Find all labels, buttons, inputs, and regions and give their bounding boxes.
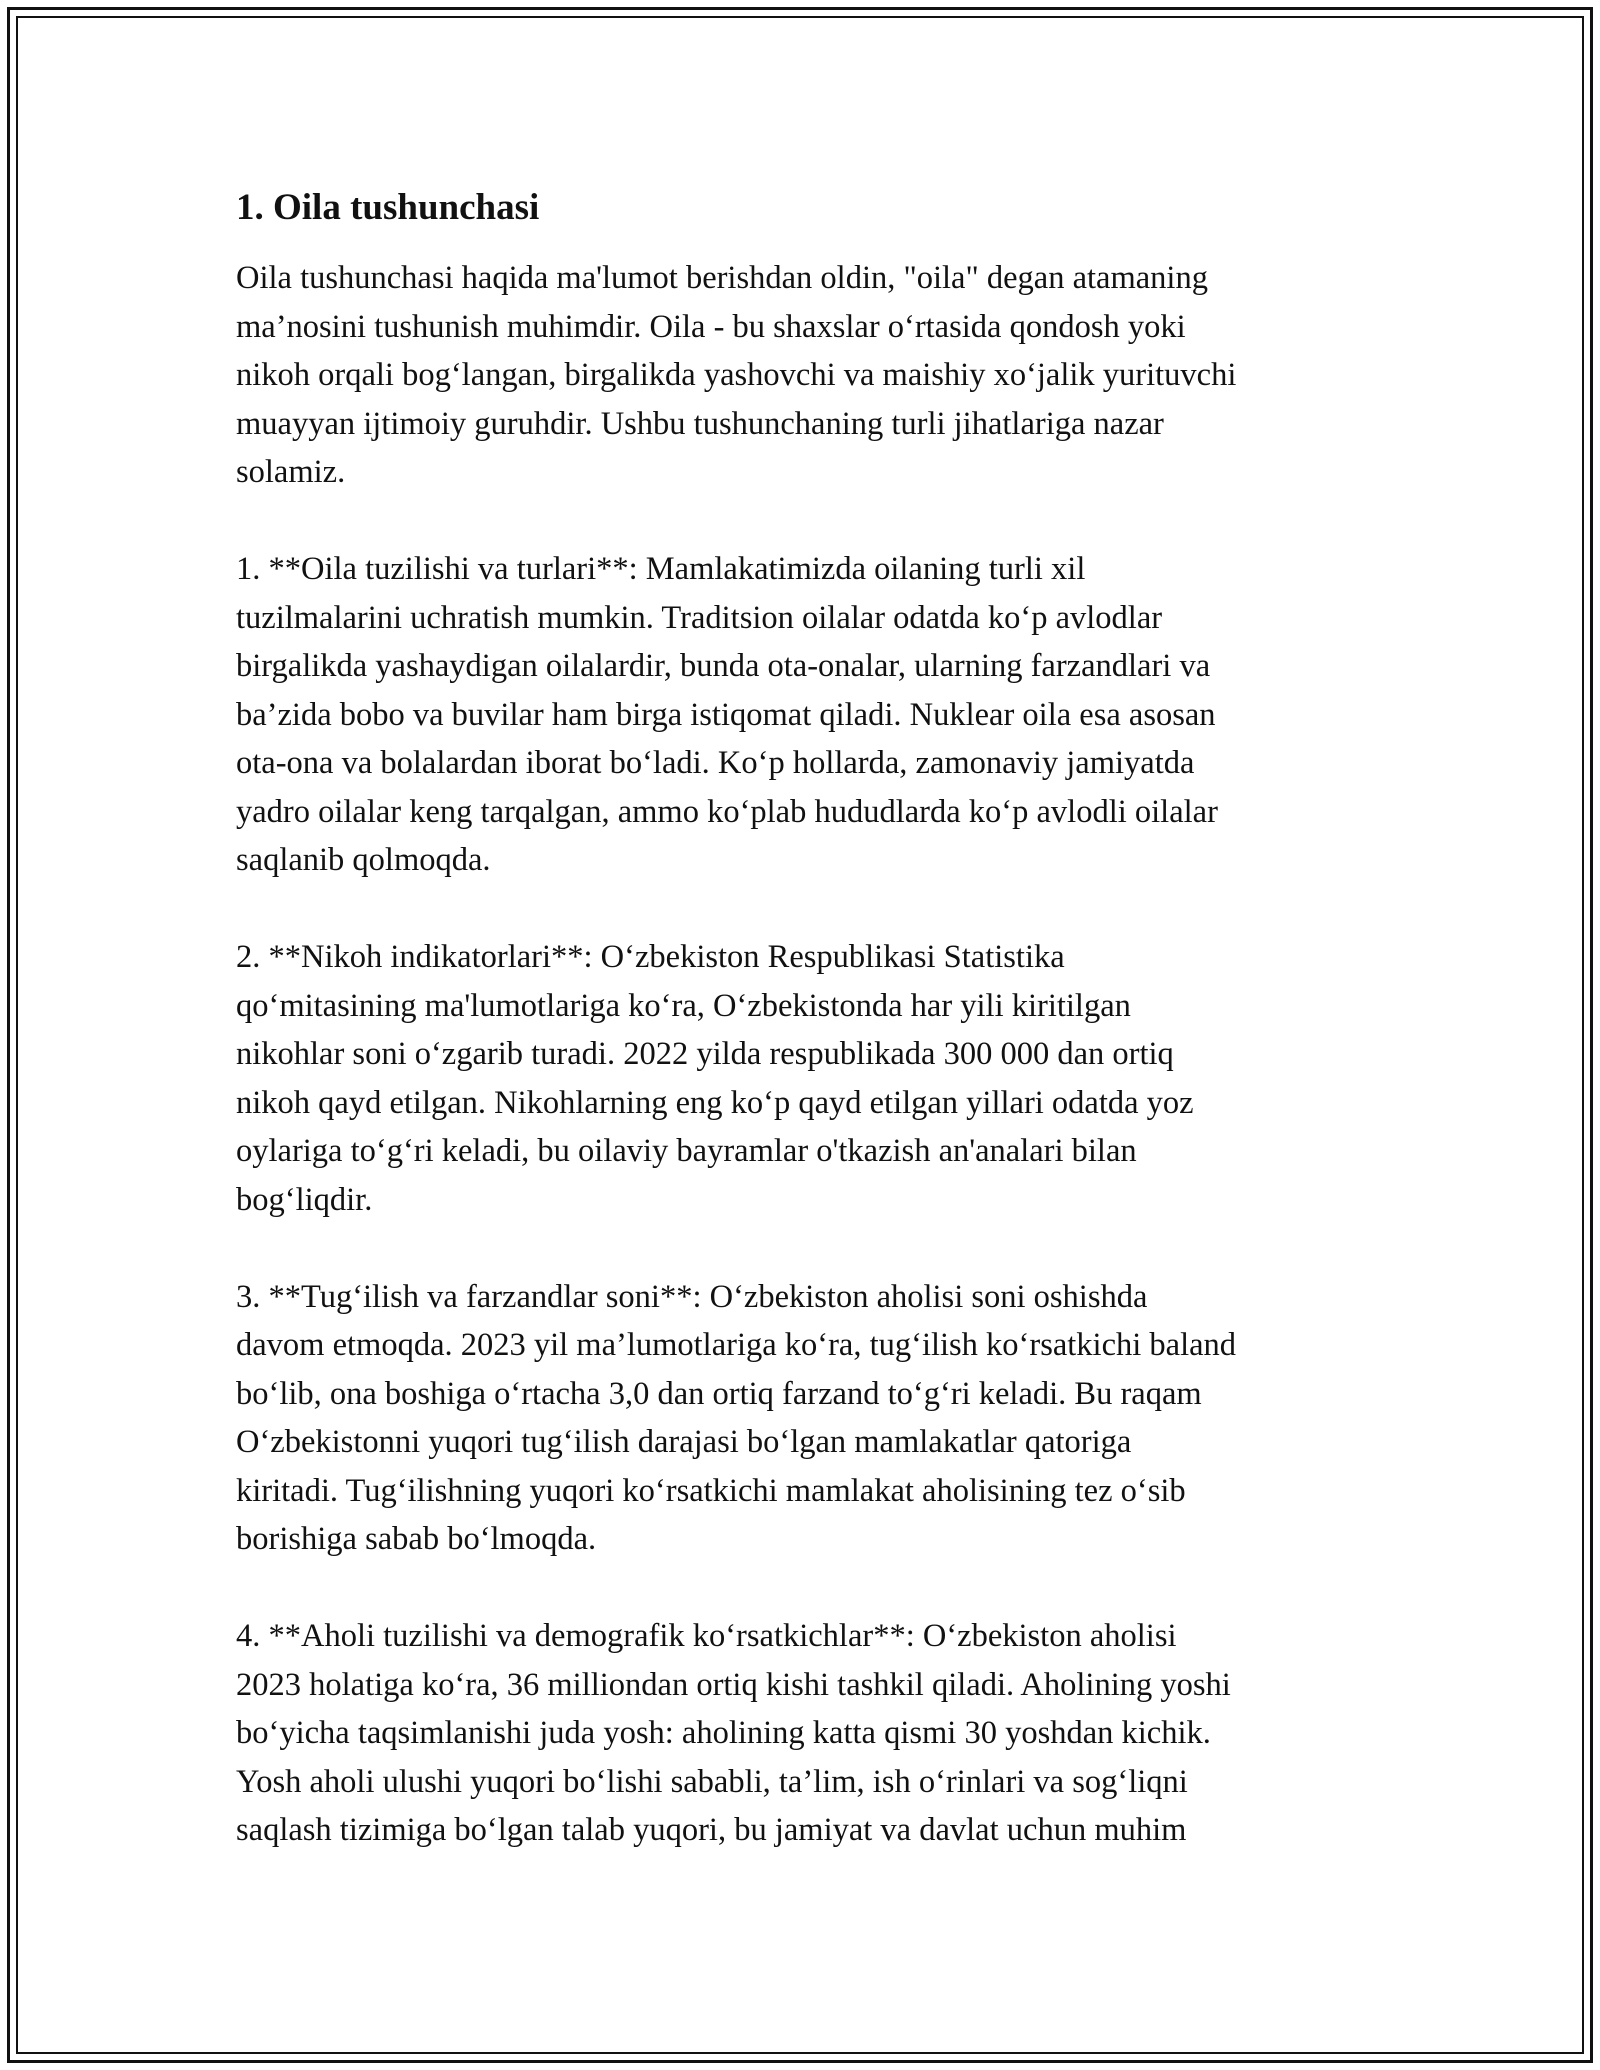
text-line: yadro oilalar keng tarqalgan, ammo ko‘plab hududlarda ko‘p avlodli oilalar: [236, 793, 1218, 830]
text-line: davom etmoqda. 2023 yil ma’lumotlariga ko‘ra, tug‘ilish ko‘rsatkichi baland: [236, 1327, 1237, 1363]
text-line: bo‘yicha taqsimlanishi juda yosh: aholining katta qismi 30 yoshdan kichik.: [236, 1715, 1211, 1751]
text-line: 1. **Oila tuzilishi va turlari**: Mamlakatimizda oilaning turli xil: [236, 551, 1086, 587]
section-heading: 1. Oila tushunchasi: [236, 187, 540, 228]
text-line: 4. **Aholi tuzilishi va demografik ko‘rsatkichlar**: O‘zbekiston aholisi: [236, 1618, 1177, 1654]
text-line: birgalikda yashaydigan oilalardir, bunda ota-onalar, ularning farzandlari va: [236, 648, 1211, 684]
text-line: O‘zbekistonni yuqori tug‘ilish darajasi bo‘lgan mamlakatlar qatoriga: [236, 1424, 1132, 1460]
text-line: muayyan ijtimoiy guruhdir. Ushbu tushunchaning turli jihatlariga nazar: [236, 405, 1164, 442]
text-line: ba’zida bobo va buvilar ham birga istiqomat qiladi. Nuklear oila esa asosan: [236, 696, 1216, 733]
text-line: saqlash tizimiga bo‘lgan talab yuqori, bu jamiyat va davlat uchun muhim: [236, 1812, 1187, 1848]
text-line: solamiz.: [236, 454, 346, 490]
text-line: Yosh aholi ulushi yuqori bo‘lishi sababli, ta’lim, ish o‘rinlari va sog‘liqni: [236, 1763, 1188, 1800]
text-line: ma’nosini tushunish muhimdir. Oila - bu shaxslar o‘rtasida qondosh yoki: [236, 308, 1186, 345]
text-line: tuzilmalarini uchratish mumkin. Traditsion oilalar odatda ko‘p avlodlar: [236, 599, 1163, 636]
text-line: saqlanib qolmoqda.: [236, 842, 491, 878]
text-line: bo‘lib, ona boshiga o‘rtacha 3,0 dan ortiq farzand to‘g‘ri keladi. Bu raqam: [236, 1375, 1202, 1412]
text-line: ota-ona va bolalardan iborat bo‘ladi. Ko‘p hollarda, zamonaviy jamiyatda: [236, 745, 1195, 781]
text-line: 2023 holatiga ko‘ra, 36 milliondan ortiq kishi tashkil qiladi. Aholining yoshi: [236, 1666, 1231, 1703]
text-line: nikoh orqali bog‘langan, birgalikda yashovchi va maishiy xo‘jalik yurituvchi: [236, 357, 1237, 393]
text-line: oylariga to‘g‘ri keladi, bu oilaviy bayramlar o'tkazish an'analari bilan: [236, 1133, 1137, 1169]
text-line: bog‘liqdir.: [236, 1181, 373, 1218]
text-line: 2. **Nikoh indikatorlari**: O‘zbekiston Respublikasi Statistika: [236, 939, 1065, 975]
text-line: 3. **Tug‘ilish va farzandlar soni**: O‘zbekiston aholisi soni oshishda: [236, 1278, 1148, 1315]
text-line: nikohlar soni o‘zgarib turadi. 2022 yilda respublikada 300 000 dan ortiq: [236, 1036, 1174, 1072]
text-line: Oila tushunchasi haqida ma'lumot berishdan oldin, "oila" degan atamaning: [236, 260, 1208, 296]
paragraph-marriage-indicators: [236, 933, 1372, 1224]
text-line: borishiga sabab bo‘lmoqda.: [236, 1521, 597, 1557]
text-line: nikoh qayd etilgan. Nikohlarning eng ko‘p qayd etilgan yillari odatda yoz: [236, 1084, 1194, 1121]
intro-paragraph: [236, 254, 1372, 497]
document-body: [236, 184, 1372, 1903]
text-line: kiritadi. Tug‘ilishning yuqori ko‘rsatkichi mamlakat aholisining tez o‘sib: [236, 1472, 1186, 1509]
paragraph-population-structure: [236, 1612, 1372, 1855]
paragraph-family-structure: [236, 545, 1372, 885]
paragraph-birth-rate: [236, 1273, 1372, 1564]
text-line: qo‘mitasining ma'lumotlariga ko‘ra, O‘zbekistonda har yili kiritilgan: [236, 987, 1131, 1024]
